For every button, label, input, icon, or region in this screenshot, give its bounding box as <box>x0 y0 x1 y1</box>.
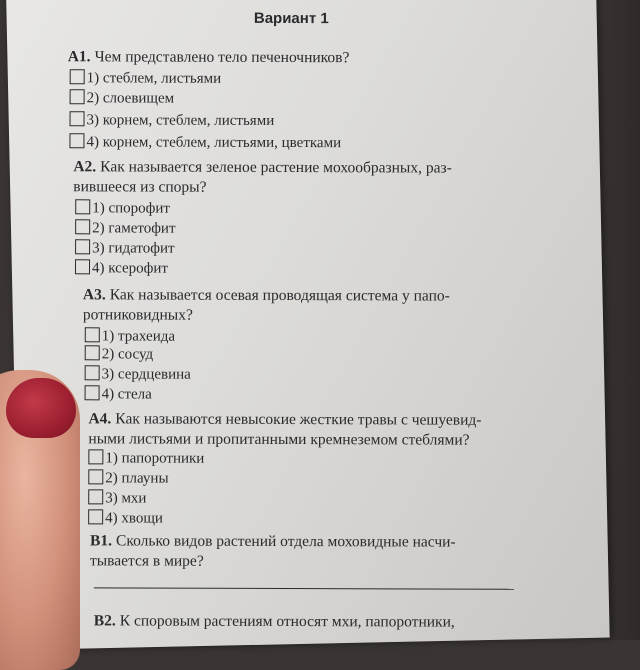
answer-option[interactable]: 3) гидатофит <box>75 239 175 257</box>
question-b1-line2: тывается в мире? <box>89 552 204 570</box>
question-a4: А4. Как называются невысокие жесткие травы с чешуевид- <box>88 410 482 429</box>
question-a3: А3. Как называется осевая проводящая система у папо- <box>82 286 450 305</box>
answer-option[interactable]: 4) ксерофит <box>75 259 168 277</box>
checkbox-icon[interactable] <box>85 385 100 400</box>
answer-option[interactable]: 2) слоевищем <box>70 89 175 107</box>
answer-option[interactable]: 4) стела <box>85 385 152 403</box>
fingernail <box>6 378 76 438</box>
answer-option[interactable]: 3) мхи <box>88 489 146 507</box>
answer-option[interactable]: 1) трахеида <box>85 327 175 345</box>
answer-option[interactable]: 3) сердцевина <box>85 365 191 383</box>
answer-option[interactable]: 1) папоротники <box>88 449 204 467</box>
checkbox-icon[interactable] <box>69 133 84 148</box>
checkbox-icon[interactable] <box>85 365 100 380</box>
checkbox-icon[interactable] <box>88 449 103 464</box>
question-a2-line2: вившееся из споры? <box>73 178 207 196</box>
checkbox-icon[interactable] <box>88 489 103 504</box>
checkbox-icon[interactable] <box>85 345 100 360</box>
test-sheet <box>6 0 610 650</box>
checkbox-icon[interactable] <box>75 259 90 274</box>
variant-title: Вариант 1 <box>253 9 329 28</box>
answer-option[interactable]: 1) стеблем, листьями <box>70 69 222 88</box>
question-a1: А1. Чем представлено тело печеночников? <box>67 48 350 67</box>
answer-option[interactable]: 4) корнем, стеблем, листьями, цветками <box>69 133 341 152</box>
question-a2: А2. Как называется зеленое растение мохообразных, раз- <box>73 158 452 177</box>
checkbox-icon[interactable] <box>70 111 85 126</box>
checkbox-icon[interactable] <box>88 469 103 484</box>
checkbox-icon[interactable] <box>70 69 85 84</box>
question-a3-line2: ротниковидных? <box>82 306 193 324</box>
answer-option[interactable]: 2) плауны <box>88 469 168 487</box>
answer-option[interactable]: 2) сосуд <box>85 345 153 363</box>
answer-option[interactable]: 4) хвощи <box>88 509 163 527</box>
test-title <box>141 0 438 1</box>
question-b2: В2. К споровым растениям относят мхи, папоротники, <box>93 612 455 631</box>
answer-option[interactable]: 3) корнем, стеблем, листьями <box>70 111 275 130</box>
question-a4-line2: ными листьями и пропитанными кремнеземом стеблями? <box>88 430 470 449</box>
checkbox-icon[interactable] <box>88 509 103 524</box>
answer-option[interactable]: 2) гаметофит <box>75 219 175 237</box>
checkbox-icon[interactable] <box>75 199 90 214</box>
checkbox-icon[interactable] <box>75 239 90 254</box>
checkbox-icon[interactable] <box>85 327 100 342</box>
answer-option[interactable]: 1) спорофит <box>75 199 170 217</box>
answer-line[interactable] <box>94 587 514 589</box>
checkbox-icon[interactable] <box>70 89 85 104</box>
document-content <box>44 0 546 651</box>
checkbox-icon[interactable] <box>75 219 90 234</box>
question-b1: В1. Сколько видов растений отдела моховидные насчи- <box>90 532 456 551</box>
